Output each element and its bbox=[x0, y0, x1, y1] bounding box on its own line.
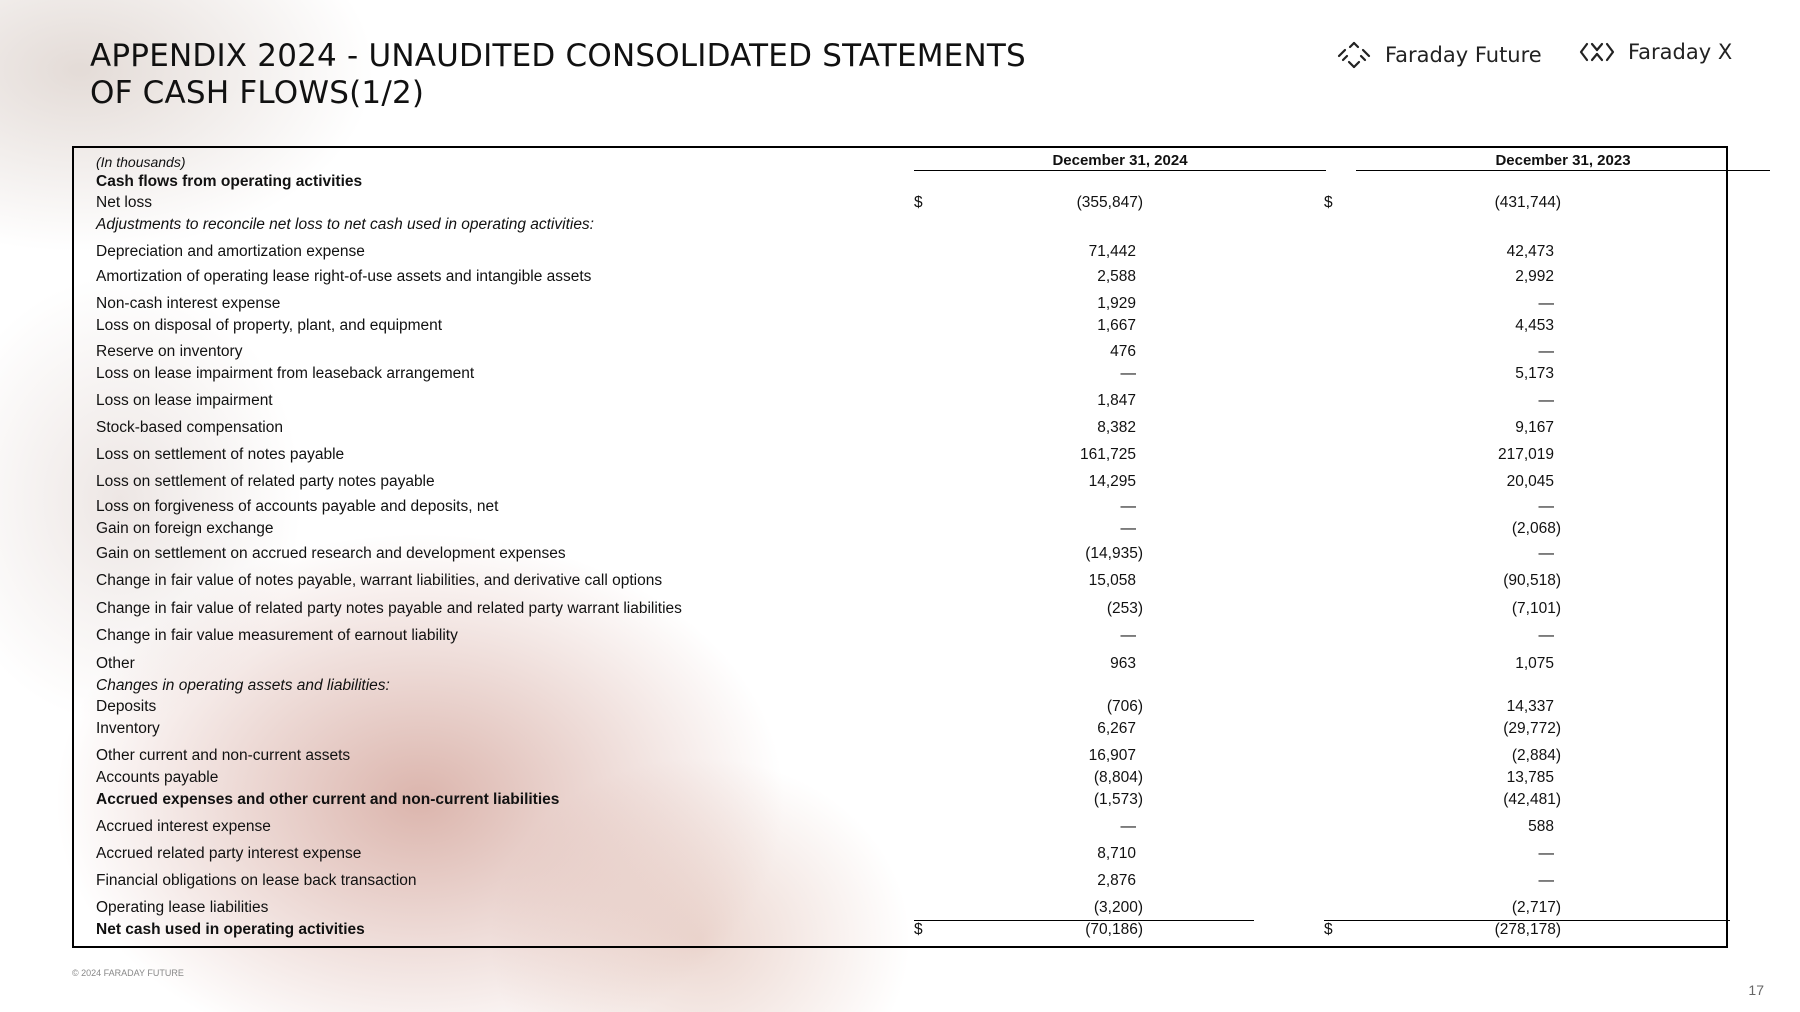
row-label: Changes in operating assets and liabilities: bbox=[96, 677, 390, 694]
value-2023: — bbox=[1538, 627, 1554, 644]
value-2024: (8,804) bbox=[1093, 769, 1143, 786]
copyright-notice: © 2024 FARADAY FUTURE bbox=[72, 968, 184, 978]
value-2024: 15,058 bbox=[1088, 572, 1136, 589]
value-2024: — bbox=[1120, 818, 1136, 835]
table-row bbox=[74, 599, 1726, 619]
value-2024: 476 bbox=[1110, 343, 1136, 360]
table-row bbox=[74, 519, 1726, 539]
value-2023: 42,473 bbox=[1506, 243, 1554, 260]
row-label: Loss on settlement of notes payable bbox=[96, 446, 345, 463]
row-label: Financial obligations on lease back transaction bbox=[96, 872, 417, 889]
table-row bbox=[74, 497, 1726, 517]
value-2023: 588 bbox=[1528, 818, 1554, 835]
value-2023: 217,019 bbox=[1497, 446, 1554, 463]
value-2024: (355,847) bbox=[1076, 194, 1143, 211]
currency-symbol: $ bbox=[1324, 921, 1333, 938]
faraday-x-logo-text: Faraday X bbox=[1628, 40, 1733, 64]
row-label: Accrued expenses and other current and non-current liabilities bbox=[96, 791, 560, 808]
value-2024: (70,186) bbox=[1085, 921, 1143, 938]
value-2024: 1,847 bbox=[1097, 392, 1136, 409]
value-2024: 161,725 bbox=[1079, 446, 1136, 463]
table-row bbox=[74, 719, 1726, 739]
table-row bbox=[74, 215, 1726, 235]
value-2024: 6,267 bbox=[1097, 720, 1136, 737]
faraday-future-logo-text: Faraday Future bbox=[1385, 43, 1542, 67]
value-2024: 2,876 bbox=[1097, 872, 1136, 889]
row-label: Loss on settlement of related party notes payable bbox=[96, 473, 435, 490]
table-row bbox=[74, 316, 1726, 336]
table-row bbox=[74, 418, 1726, 438]
row-label: Deposits bbox=[96, 698, 157, 715]
row-label: Inventory bbox=[96, 720, 160, 737]
table-row bbox=[74, 445, 1726, 465]
table-row bbox=[74, 790, 1726, 810]
table-row bbox=[74, 172, 1726, 192]
row-label: Change in fair value of related party notes payable and related party warrant liabilities bbox=[96, 600, 682, 617]
table-row bbox=[74, 676, 1726, 696]
value-2023: — bbox=[1538, 392, 1554, 409]
value-2024: (3,200) bbox=[1093, 899, 1143, 916]
faraday-future-logo bbox=[1335, 40, 1542, 70]
row-label: Loss on lease impairment from leaseback arrangement bbox=[96, 365, 475, 382]
column-header-2023: December 31, 2023 bbox=[1356, 152, 1770, 171]
table-row bbox=[74, 626, 1726, 646]
table-row bbox=[74, 920, 1726, 940]
value-2024: 8,710 bbox=[1097, 845, 1136, 862]
value-2023: (2,884) bbox=[1511, 747, 1561, 764]
table-row bbox=[74, 544, 1726, 564]
value-2023: — bbox=[1538, 872, 1554, 889]
table-row bbox=[74, 391, 1726, 411]
value-2024: — bbox=[1120, 627, 1136, 644]
value-2023: (7,101) bbox=[1511, 600, 1561, 617]
row-label: Non-cash interest expense bbox=[96, 295, 281, 312]
table-row bbox=[74, 768, 1726, 788]
currency-symbol: $ bbox=[914, 921, 923, 938]
cash-flow-statement-table bbox=[72, 146, 1728, 948]
row-label: Reserve on inventory bbox=[96, 343, 243, 360]
row-label: Gain on foreign exchange bbox=[96, 520, 274, 537]
subtotal-rule-2023 bbox=[1324, 920, 1730, 921]
value-2023: (42,481) bbox=[1503, 791, 1561, 808]
value-2024: 16,907 bbox=[1088, 747, 1136, 764]
value-2024: (253) bbox=[1106, 600, 1143, 617]
row-label: Loss on disposal of property, plant, and equipment bbox=[96, 317, 443, 334]
value-2024: 1,667 bbox=[1097, 317, 1136, 334]
value-2024: 14,295 bbox=[1088, 473, 1136, 490]
row-label: Change in fair value measurement of earnout liability bbox=[96, 627, 458, 644]
subtotal-rule-2024 bbox=[914, 920, 1254, 921]
value-2023: (29,772) bbox=[1503, 720, 1561, 737]
value-2023: 1,075 bbox=[1515, 655, 1554, 672]
value-2024: (706) bbox=[1106, 698, 1143, 715]
column-header-2024: December 31, 2024 bbox=[914, 152, 1326, 171]
value-2023: (90,518) bbox=[1503, 572, 1561, 589]
value-2023: 13,785 bbox=[1506, 769, 1554, 786]
row-label: Amortization of operating lease right-of-use assets and intangible assets bbox=[96, 268, 592, 285]
table-row bbox=[74, 571, 1726, 591]
value-2024: — bbox=[1120, 498, 1136, 515]
row-label: Adjustments to reconcile net loss to net cash used in operating activities: bbox=[96, 216, 594, 233]
table-row bbox=[74, 364, 1726, 384]
table-row bbox=[74, 342, 1726, 362]
row-label: Change in fair value of notes payable, warrant liabilities, and derivative call options bbox=[96, 572, 663, 589]
value-2024: 71,442 bbox=[1088, 243, 1136, 260]
value-2023: — bbox=[1538, 295, 1554, 312]
page-number: 17 bbox=[1748, 982, 1764, 998]
value-2023: 14,337 bbox=[1506, 698, 1554, 715]
value-2023: — bbox=[1538, 545, 1554, 562]
table-row bbox=[74, 267, 1726, 287]
value-2023: 4,453 bbox=[1515, 317, 1554, 334]
faraday-x-emblem-icon bbox=[1578, 41, 1616, 63]
value-2024: 8,382 bbox=[1097, 419, 1136, 436]
value-2023: (2,068) bbox=[1511, 520, 1561, 537]
table-row bbox=[74, 746, 1726, 766]
row-label: Accounts payable bbox=[96, 769, 219, 786]
row-label: Other bbox=[96, 655, 135, 672]
value-2023: 2,992 bbox=[1515, 268, 1554, 285]
table-row bbox=[74, 844, 1726, 864]
row-label: Operating lease liabilities bbox=[96, 899, 269, 916]
value-2023: — bbox=[1538, 845, 1554, 862]
table-row bbox=[74, 242, 1726, 262]
table-row bbox=[74, 697, 1726, 717]
value-2023: (2,717) bbox=[1511, 899, 1561, 916]
table-row bbox=[74, 817, 1726, 837]
value-2024: 1,929 bbox=[1097, 295, 1136, 312]
value-2023: 20,045 bbox=[1506, 473, 1554, 490]
value-2023: — bbox=[1538, 343, 1554, 360]
row-label: Other current and non-current assets bbox=[96, 747, 351, 764]
value-2023: (278,178) bbox=[1494, 921, 1561, 938]
value-2024: (1,573) bbox=[1093, 791, 1143, 808]
table-row bbox=[74, 898, 1726, 918]
row-label: Stock-based compensation bbox=[96, 419, 283, 436]
row-label: Gain on settlement on accrued research and development expenses bbox=[96, 545, 566, 562]
value-2023: (431,744) bbox=[1494, 194, 1561, 211]
row-label: Depreciation and amortization expense bbox=[96, 243, 365, 260]
faraday-future-emblem-icon bbox=[1335, 40, 1373, 70]
currency-symbol: $ bbox=[1324, 194, 1333, 211]
value-2024: 2,588 bbox=[1097, 268, 1136, 285]
table-row bbox=[74, 654, 1726, 674]
value-2024: — bbox=[1120, 365, 1136, 382]
row-label: Net loss bbox=[96, 194, 152, 211]
row-label: Cash flows from operating activities bbox=[96, 173, 363, 190]
value-2024: — bbox=[1120, 520, 1136, 537]
currency-symbol: $ bbox=[914, 194, 923, 211]
value-2023: 9,167 bbox=[1515, 419, 1554, 436]
page-title: APPENDIX 2024 - UNAUDITED CONSOLIDATED STATEMENTS OF CASH FLOWS(1/2) bbox=[90, 38, 1026, 111]
value-2024: 963 bbox=[1110, 655, 1136, 672]
table-row bbox=[74, 193, 1726, 213]
value-2023: 5,173 bbox=[1515, 365, 1554, 382]
row-label: Loss on lease impairment bbox=[96, 392, 273, 409]
unit-label: (In thousands) bbox=[96, 154, 186, 170]
row-label: Accrued related party interest expense bbox=[96, 845, 362, 862]
value-2023: — bbox=[1538, 498, 1554, 515]
table-row bbox=[74, 472, 1726, 492]
table-row bbox=[74, 294, 1726, 314]
row-label: Net cash used in operating activities bbox=[96, 921, 365, 938]
value-2024: (14,935) bbox=[1085, 545, 1143, 562]
row-label: Accrued interest expense bbox=[96, 818, 271, 835]
faraday-x-logo bbox=[1578, 40, 1732, 64]
table-row bbox=[74, 871, 1726, 891]
row-label: Loss on forgiveness of accounts payable and deposits, net bbox=[96, 498, 499, 515]
